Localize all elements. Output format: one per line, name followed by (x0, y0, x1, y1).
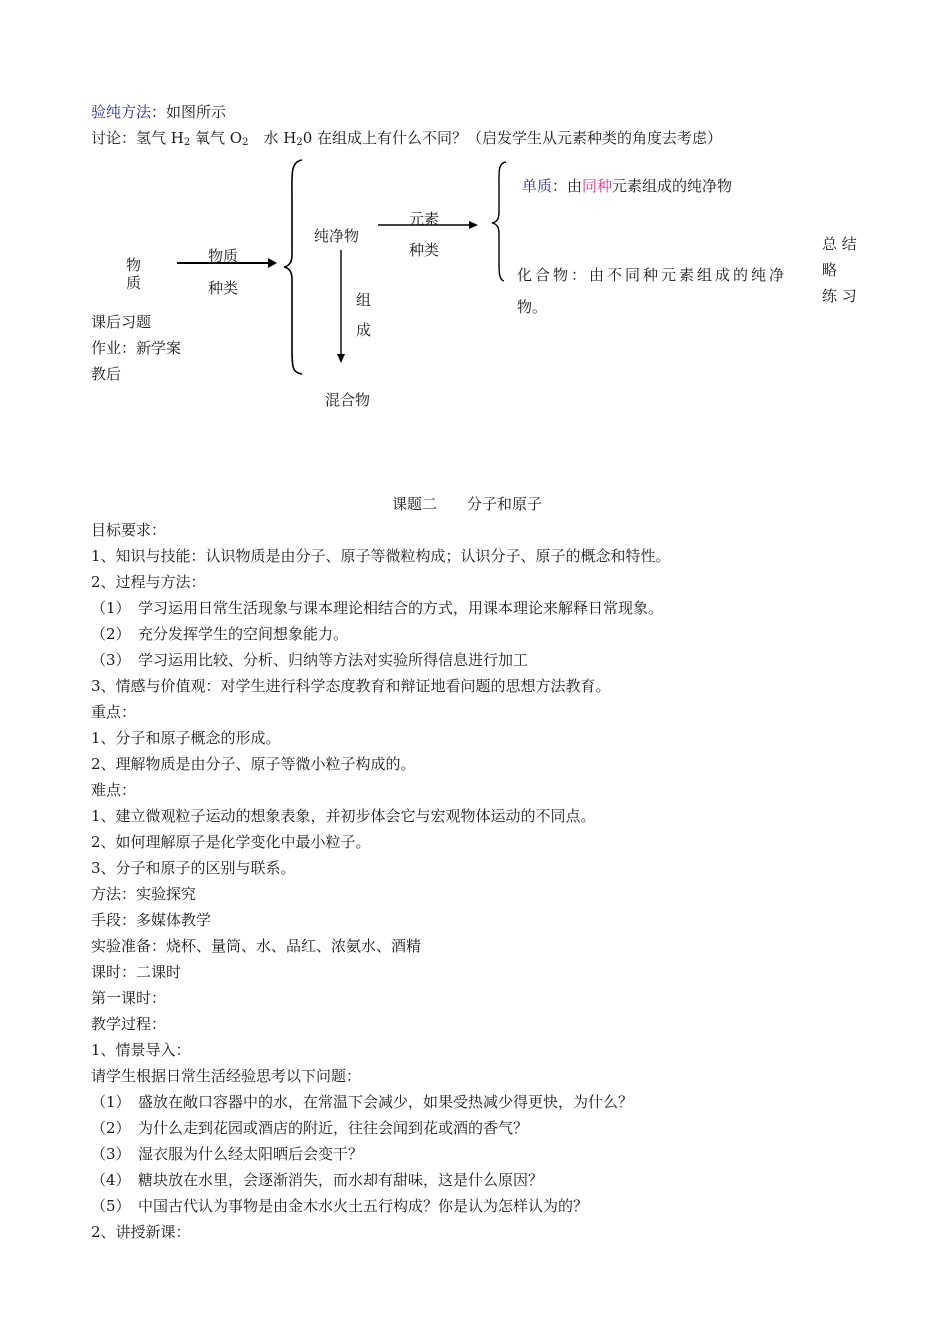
text-line: （3） 学习运用比较、分析、归纳等方法对实验所得信息进行加工 (91, 651, 529, 669)
text-line: （2） 充分发挥学生的空间想象能力。 (91, 625, 349, 643)
lesson-title: 课题二 分子和原子 (392, 495, 543, 513)
element-label: 单质 (522, 177, 553, 195)
element-definition-line (522, 176, 732, 196)
compound-definition-line1: 化合物：由不同种元素组成的纯净 (517, 266, 788, 284)
text-line: （4） 糖块放在水里，会逐渐消失，而水却有甜味，这是什么原因？ (91, 1171, 544, 1189)
composition-label-2: 成 (356, 321, 372, 339)
text-line: 请学生根据日常生活经验思考以下问题： (91, 1067, 362, 1085)
text-line: 2、理解物质是由分子、原子等微小粒子构成的。 (91, 755, 416, 773)
arrow2-bottom-label: 种类 (409, 241, 440, 259)
element-text-2: 元素组成的纯净物 (612, 177, 733, 195)
text-line: 重点： (91, 703, 137, 721)
text-line: 2、过程与方法： (91, 573, 206, 591)
compound-definition-line2: 物。 (517, 298, 548, 316)
text-line: 目标要求： (91, 521, 167, 539)
text-line: 第一课时： (91, 989, 167, 1007)
arrow-head-2 (469, 221, 478, 229)
text-line: 实验准备：烧杯、量筒、水、品红、浓氨水、酒精 (91, 937, 422, 955)
arrow1-bottom-label: 种类 (208, 279, 239, 297)
side-practice: 练 习 (822, 287, 857, 305)
text-line: （1） 盛放在敞口容器中的水，在常温下会减少，如果受热减少得更快，为什么？ (91, 1093, 634, 1111)
verify-method-text: ：如图所示 (151, 103, 227, 121)
small-brace (492, 162, 506, 281)
discussion-text-2: 氧气 O (190, 129, 243, 147)
verify-method-label: 验纯方法 (91, 103, 152, 121)
subscript-o2: 2 (242, 137, 249, 148)
arrow2-top-label: 元素 (409, 210, 440, 228)
text-line: 1、知识与技能：认识物质是由分子、原子等微粒构成；认识分子、原子的概念和特性。 (91, 547, 671, 565)
side-brief: 略 (822, 261, 838, 279)
homework-line: 作业：新学案 (91, 339, 182, 357)
text-line: 1、建立微观粒子运动的想象表象，并初步体会它与宏观物体运动的不同点。 (91, 807, 596, 825)
text-line: （3） 湿衣服为什么经太阳晒后会变干？ (91, 1145, 364, 1163)
text-line: （2） 为什么走到花园或酒店的附近，往往会闻到花或酒的香气？ (91, 1119, 529, 1137)
element-text-1: ：由 (552, 177, 583, 195)
text-line: 2、讲授新课： (91, 1223, 191, 1241)
after-class-exercise: 课后习题 (91, 313, 152, 331)
text-line: 1、情景导入： (91, 1041, 191, 1059)
matter-label-1: 物 (126, 256, 142, 274)
discussion-text-4: 0 在组成上有什么不同？（启发学生从元素种类的角度去考虑） (302, 129, 723, 147)
arrow-head-1 (268, 258, 277, 268)
arrow-head-3 (337, 354, 345, 363)
subscript-h2o: 2 (296, 137, 303, 148)
text-line: 方法：实验探究 (91, 885, 197, 903)
text-line: 难点： (91, 781, 137, 799)
subscript-h2: 2 (183, 137, 191, 148)
text-line: 课时：二课时 (91, 963, 182, 981)
text-line: 手段：多媒体教学 (91, 911, 212, 929)
discussion-text-1: 讨论：氢气 H (91, 129, 184, 147)
mixture-label: 混合物 (325, 391, 371, 409)
pure-substance-label: 纯净物 (314, 227, 360, 245)
composition-label-1: 组 (356, 291, 372, 309)
text-line: 1、分子和原子概念的形成。 (91, 729, 281, 747)
large-brace (284, 160, 302, 374)
text-line: 2、如何理解原子是化学变化中最小粒子。 (91, 833, 371, 851)
text-line: （1） 学习运用日常生活现象与课本理论相结合的方式，用课本理论来解释日常现象。 (91, 599, 664, 617)
same-kind-highlight: 同种 (582, 177, 613, 195)
arrow1-top-label: 物质 (208, 247, 239, 265)
discussion-text-3: 水 H (248, 129, 297, 147)
text-line: （5） 中国古代认为事物是由金木水火土五行构成？你是认为怎样认为的？ (91, 1197, 589, 1215)
text-line: 3、情感与价值观：对学生进行科学态度教育和辩证地看问题的思想方法教育。 (91, 677, 611, 695)
text-line: 3、分子和原子的区别与联系。 (91, 859, 296, 877)
matter-label-2: 质 (126, 274, 142, 292)
side-summary: 总 结 (822, 235, 857, 253)
post-teaching-line: 教后 (91, 365, 122, 383)
text-line: 教学过程： (91, 1015, 167, 1033)
